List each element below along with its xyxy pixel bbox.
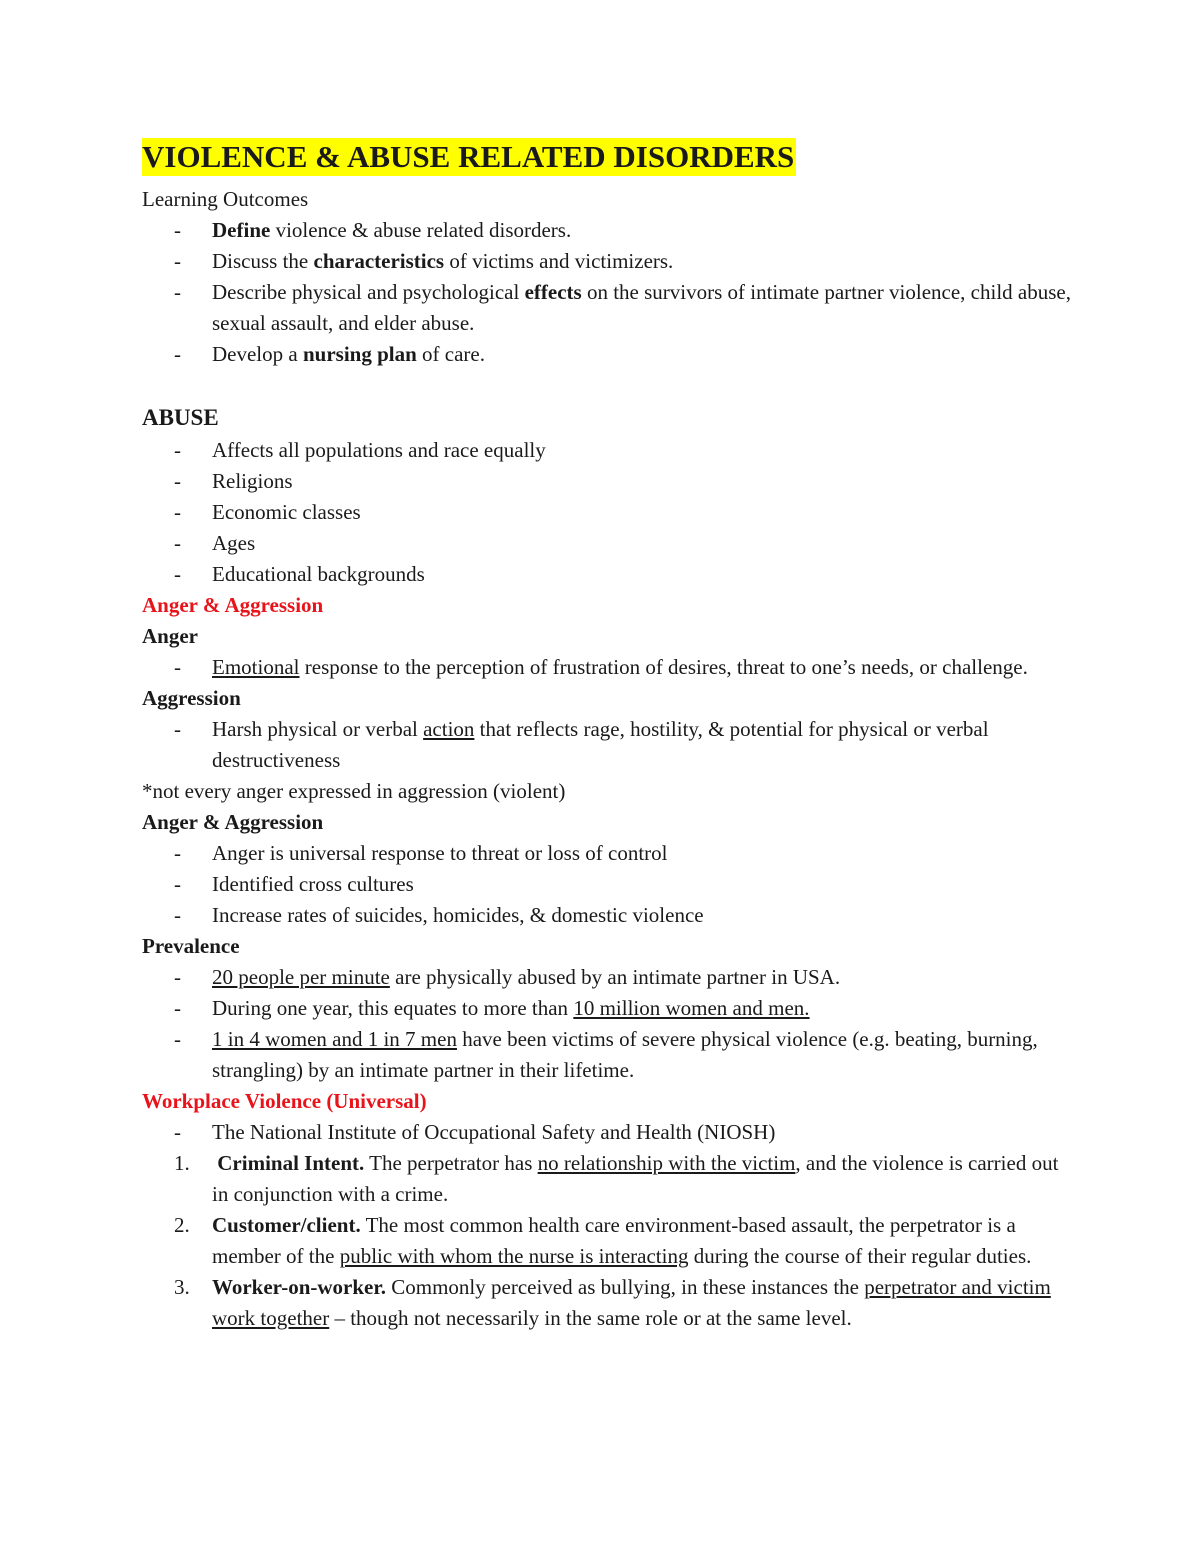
bold-term: characteristics (313, 249, 445, 273)
dash-marker: - (174, 717, 181, 741)
dash-marker: - (174, 218, 181, 242)
number-marker: 3. (174, 1275, 190, 1299)
underlined-term: 1 in 4 women and 1 in 7 men (212, 1027, 457, 1051)
anger-heading: Anger (142, 624, 198, 648)
learning-outcomes-heading: Learning Outcomes (142, 187, 309, 211)
numbered-item (142, 1272, 1072, 1334)
item-text: violence & abuse related disorders. (270, 218, 572, 242)
abuse-heading: ABUSE (142, 405, 219, 430)
list-item (142, 900, 1072, 931)
item-text: – though not necessarily in the same role or at the same level. (329, 1306, 852, 1330)
item-text: have been victims of severe physical violence (e.g. beating, burning, strangling) by an intimate partner in their lifetime. (212, 1027, 1038, 1082)
item-text: Ages (212, 531, 256, 555)
list-item (142, 993, 1072, 1024)
dash-marker: - (174, 903, 181, 927)
title-line (142, 138, 1072, 184)
item-text: during the course of their regular duties. (688, 1244, 1032, 1268)
item-text: Harsh physical or verbal (212, 717, 424, 741)
number-marker: 1. (174, 1151, 190, 1175)
item-text: Anger is universal response to threat or loss of control (212, 841, 668, 865)
list-item (142, 215, 1072, 246)
list-item (142, 1024, 1072, 1086)
bold-term: Customer/client. (212, 1213, 361, 1237)
item-text: Describe physical and psychological (212, 280, 525, 304)
item-text: Economic classes (212, 500, 361, 524)
dash-marker: - (174, 1120, 181, 1144)
list-item (142, 1117, 1072, 1148)
underlined-term: 20 people per minute (212, 965, 390, 989)
item-text: are physically abused by an intimate partner in USA. (389, 965, 841, 989)
list-item (142, 838, 1072, 869)
item-text: The most common health care environment-based assault, the perpetrator is a member of the (212, 1213, 1016, 1268)
list-item (142, 339, 1072, 370)
dash-marker: - (174, 342, 181, 366)
item-text: that reflects rage, hostility, & potential for physical or verbal destructiveness (212, 717, 989, 772)
dash-marker: - (174, 655, 181, 679)
dash-marker: - (174, 965, 181, 989)
dash-marker: - (174, 562, 181, 586)
item-text: The National Institute of Occupational Safety and Health (NIOSH) (212, 1120, 776, 1144)
item-text: The perpetrator has (364, 1151, 538, 1175)
numbered-item (142, 1148, 1072, 1210)
item-text: , and the violence is carried out in conjunction with a crime. (212, 1151, 1059, 1206)
bold-term: Criminal Intent. (212, 1151, 365, 1175)
item-text: During one year, this equates to more than (212, 996, 574, 1020)
dash-marker: - (174, 531, 181, 555)
item-text: Affects all populations and race equally (212, 438, 546, 462)
item-text: response to the perception of frustration of desires, threat to one’s needs, or challenge. (299, 655, 1028, 679)
document-title: VIOLENCE & ABUSE RELATED DISORDERS (142, 139, 795, 174)
bold-term: nursing plan (302, 342, 417, 366)
list-item (142, 528, 1072, 559)
dash-marker: - (174, 841, 181, 865)
list-item (142, 962, 1072, 993)
prevalence-heading: Prevalence (142, 934, 240, 958)
anger-aggression-heading: Anger & Aggression (142, 810, 324, 834)
bold-term: effects (524, 280, 582, 304)
item-text: Develop a (212, 342, 303, 366)
list-item (142, 246, 1072, 277)
dash-marker: - (174, 438, 181, 462)
list-item (142, 559, 1072, 590)
underlined-term: perpetrator and victim work together (212, 1275, 1051, 1330)
anger-aggression-section-heading: Anger & Aggression (142, 593, 324, 617)
dash-marker: - (174, 249, 181, 273)
item-text: of care. (416, 342, 485, 366)
document-page (142, 138, 1072, 1334)
list-item (142, 435, 1072, 466)
item-text: Religions (212, 469, 293, 493)
dash-marker: - (174, 280, 181, 304)
underlined-term: no relationship with the victim (537, 1151, 796, 1175)
aggression-note: *not every anger expressed in aggression (violent) (142, 779, 566, 803)
list-item (142, 652, 1072, 683)
underlined-term: action (423, 717, 475, 741)
number-marker: 2. (174, 1213, 190, 1237)
dash-marker: - (174, 996, 181, 1020)
list-item (142, 714, 1072, 776)
underlined-term: public with whom the nurse is interacting (339, 1244, 689, 1268)
dash-marker: - (174, 1027, 181, 1051)
list-item (142, 277, 1072, 339)
underlined-term: 10 million women and men. (573, 996, 810, 1020)
item-text: Educational backgrounds (212, 562, 425, 586)
item-text: Commonly perceived as bullying, in these instances the (386, 1275, 865, 1299)
dash-marker: - (174, 500, 181, 524)
numbered-item (142, 1210, 1072, 1272)
dash-marker: - (174, 872, 181, 896)
item-text: on the survivors of intimate partner violence, child abuse, sexual assault, and elder abuse. (212, 280, 1071, 335)
workplace-violence-heading: Workplace Violence (Universal) (142, 1089, 427, 1113)
item-text: Increase rates of suicides, homicides, & domestic violence (212, 903, 704, 927)
item-text: of victims and victimizers. (444, 249, 674, 273)
aggression-heading: Aggression (142, 686, 241, 710)
bold-term: Define (212, 218, 271, 242)
underlined-term: Emotional (212, 655, 300, 679)
list-item (142, 869, 1072, 900)
item-text: Discuss the (212, 249, 314, 273)
dash-marker: - (174, 469, 181, 493)
list-item (142, 497, 1072, 528)
bold-term: Worker-on-worker. (212, 1275, 386, 1299)
item-text: Identified cross cultures (212, 872, 414, 896)
list-item (142, 466, 1072, 497)
